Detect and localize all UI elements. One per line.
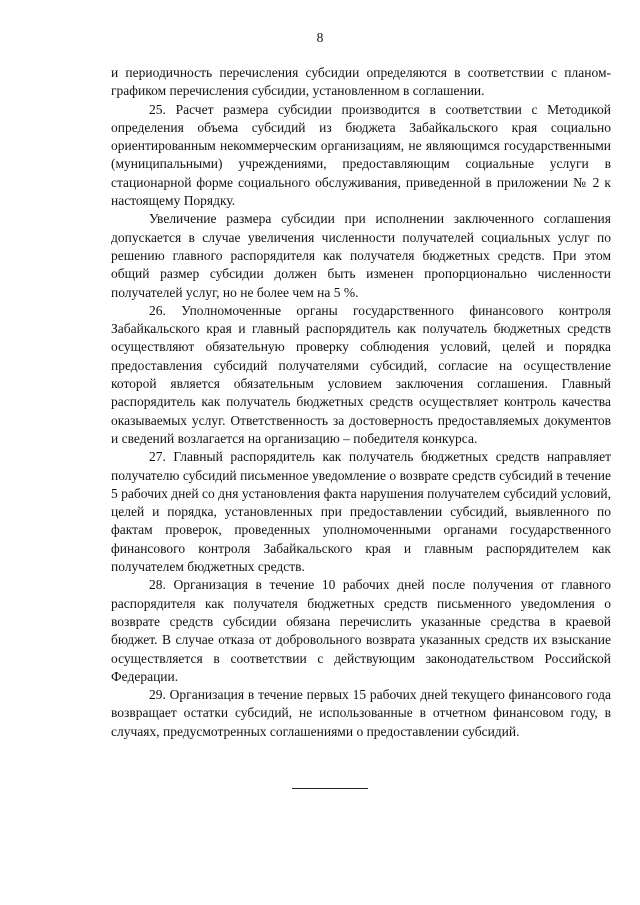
paragraph-continuation: и периодичность перечисления субсидии определяются в соответствии с планом-графиком перечисления субсидии, установленном в соглашении.	[111, 65, 611, 99]
paragraph-27: 27. Главный распорядитель как получатель бюджетных средств направляет получателю субсидий письменное уведомление о возврате средств субсидий в течение 5 рабочих дней со дня установления факта нарушения получателем субсидий условий, целей и порядка, установленных при предоставлении субсидий, выявленного по фактам проверок, проведенных уполномоченными органами государственного финансового контроля Забайкальского края и главным распорядителем как получателем бюджетных средств.	[111, 449, 611, 575]
body-text	[111, 64, 611, 741]
page-number: 8	[316, 30, 324, 45]
end-of-text-rule	[292, 788, 368, 789]
paragraph-29: 29. Организация в течение первых 15 рабочих дней текущего финансового года возвращает остатки субсидий, не использованные в отчетном финансовом году, в случаях, предусмотренных соглашениями о предоставлении субсидий.	[111, 687, 611, 739]
paragraph-26: 26. Уполномоченные органы государственного финансового контроля Забайкальского края и главный распорядитель как получатель бюджетных средств осуществляют обязательную проверку соблюдения условий, целей и порядка предоставления субсидий получателями субсидий, согласие на осуществление которой является обязательным условием заключения соглашения. Главный распорядитель как получатель бюджетных средств осуществляет контроль качества оказываемых услуг. Ответственность за достоверность предоставляемых документов и сведений возлагается на организацию – победителя конкурса.	[111, 302, 611, 446]
paragraph-25: 25. Расчет размера субсидии производится в соответствии с Методикой определения объема субсидий из бюджета Забайкальского края социально ориентированным некоммерческим организациям, не являющимся государственными (муниципальными) учреждениями, предоставляющим социальные услуги в стационарной форме социального обслуживания, приведенной в приложении № 2 к настоящему Порядку.	[111, 101, 611, 209]
paragraph-25-increase: Увеличение размера субсидии при исполнении заключенного соглашения допускается в случае увеличения численности получателей социальных услуг по решению главного распорядителя как получателя бюджетных средств. При этом общий размер субсидии должен быть изменен пропорционально численности получателей услуг, но не более чем на 5 %.	[111, 211, 611, 300]
paragraph-28: 28. Организация в течение 10 рабочих дней после получения от главного распорядителя как получателя бюджетных средств письменного уведомления о возврате средств субсидии обязана перечислить указанные средства в краевой бюджет. В случае отказа от добровольного возврата указанных средств их взыскание осуществляется в соответствии с действующим законодательством Российской Федерации.	[111, 577, 611, 684]
